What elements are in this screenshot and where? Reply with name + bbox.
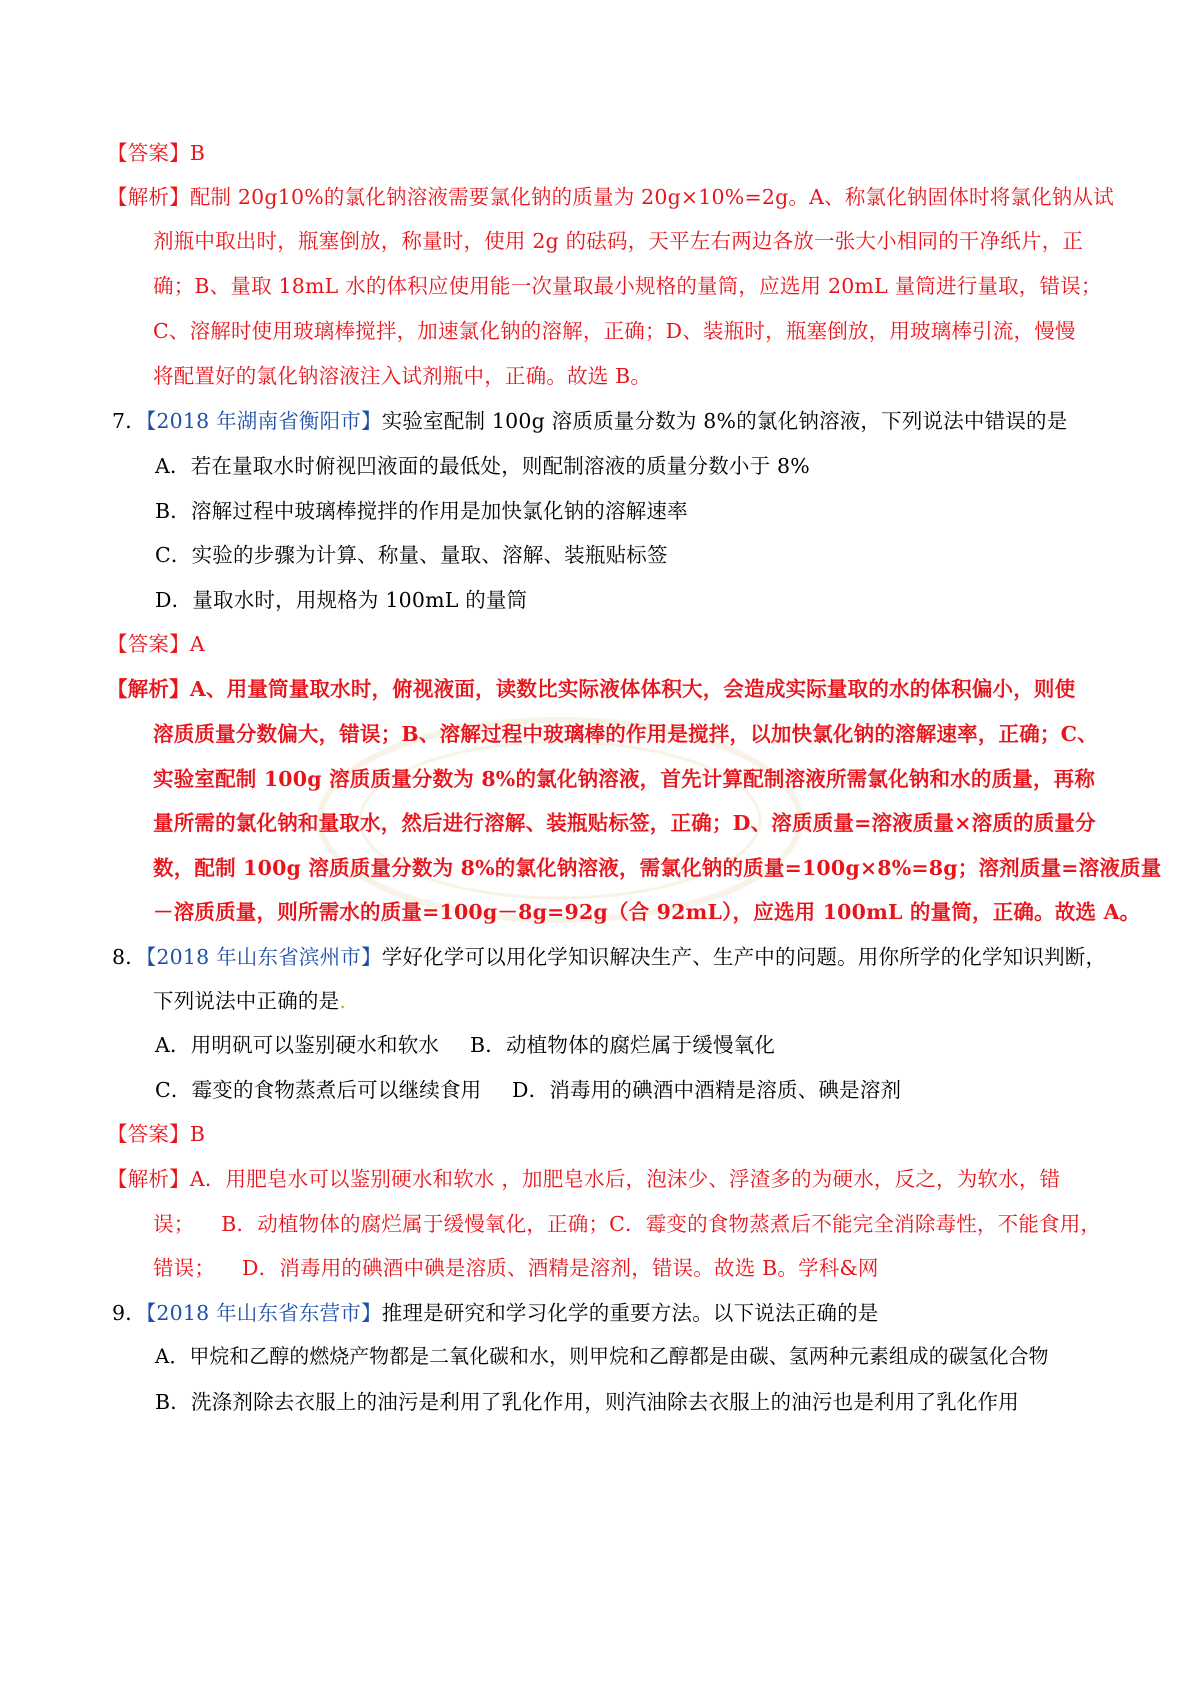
q6-answer [107,138,205,168]
question-source: 【2018 年湖南省衡阳市】 [145,409,382,433]
answer-label: 【答案】 [107,1122,190,1146]
answer-value: B [189,141,206,165]
q8-stem-line-1 [112,942,1106,972]
q9-stem [112,1298,879,1328]
q6-analysis-line-1 [107,182,1114,212]
q7-option-d: D．量取水时，用规格为 100mL 的量筒 [155,588,528,612]
q8-analysis-line-3: 错误； D．消毒用的碘酒中碘是溶质、酒精是溶剂，错误。故选 B。学科&网 [153,1256,879,1280]
answer-label: 【答案】 [107,141,190,165]
analysis-text: 配制 20g10%的氯化钠溶液需要氯化钠的质量为 20g×10%=2g。A、称氯化钠固体时将氯化钠从试 [189,185,1114,209]
q6-analysis-line-4: C、溶解时使用玻璃棒搅拌，加速氯化钠的溶解，正确；D、装瓶时，瓶塞倒放，用玻璃棒引流，慢慢 [153,319,1076,343]
q7-analysis-line-4: 量所需的氯化钠和量取水，然后进行溶解、装瓶贴标签，正确；D、溶质质量=溶液质量×溶质的质量分 [153,811,1096,835]
question-number: 7． [112,409,146,433]
q6-analysis-line-2: 剂瓶中取出时，瓶塞倒放，称量时，使用 2g 的砝码，天平左右两边各放一张大小相同的干净纸片，正 [153,229,1084,253]
question-stem: 推理是研究和学习化学的重要方法。以下说法正确的是 [381,1301,879,1325]
q7-analysis-line-6: －溶质质量，则所需水的质量=100g－8g=92g（合 92mL），应选用 100mL 的量筒，正确。故选 A。 [153,900,1141,924]
question-source: 【2018 年山东省滨州市】 [145,945,382,969]
question-stem-cont: 下列说法中正确的是 [153,989,340,1013]
q7-analysis-line-2: 溶质质量分数偏大，错误；B、溶解过程中玻璃棒的作用是搅拌，以加快氯化钠的溶解速率，正确；C、 [153,722,1098,746]
q8-option-c: C．霉变的食物蒸煮后可以继续食用 [155,1078,482,1102]
analysis-text: A．用肥皂水可以鉴别硬水和软水 ，加肥皂水后，泡沫少、浮渣多的为硬水，反之，为软水，错 [189,1167,1061,1191]
answer-value: A [189,632,205,656]
q7-stem [112,406,1067,436]
q8-answer [107,1119,205,1149]
question-source: 【2018 年山东省东营市】 [145,1301,382,1325]
q8-option-b: B．动植物体的腐烂属于缓慢氧化 [470,1033,776,1057]
q7-option-c: C．实验的步骤为计算、称量、量取、溶解、装瓶贴标签 [155,543,668,567]
answer-value: B [189,1122,206,1146]
question-stem: 学好化学可以用化学知识解决生产、生产中的问题。用你所学的化学知识判断， [381,945,1107,969]
q8-option-d: D．消毒用的碘酒中酒精是溶质、碘是溶剂 [512,1078,902,1102]
q9-option-a: A．甲烷和乙醇的燃烧产物都是二氧化碳和水，则甲烷和乙醇都是由碳、氢两种元素组成的碳氢化合物 [155,1345,1049,1368]
analysis-label: 【解析】 [107,185,190,209]
question-stem: 实验室配制 100g 溶质质量分数为 8%的氯化钠溶液，下列说法中错误的是 [381,409,1068,433]
q7-analysis-line-1 [107,674,1075,704]
q8-stem-line-2 [153,986,346,1016]
q8-analysis-line-1 [107,1164,1060,1194]
q7-option-a: A．若在量取水时俯视凹液面的最低处，则配制溶液的质量分数小于 8% [155,454,810,478]
q8-analysis-line-2: 误； B．动植物体的腐烂属于缓慢氧化，正确；C．霉变的食物蒸煮后不能完全消除毒性，不能食用， [153,1212,1102,1236]
analysis-label: 【解析】 [107,677,190,701]
q8-option-a: A．用明矾可以鉴别硬水和软水 [155,1033,440,1057]
analysis-text: A、用量筒量取水时，俯视液面，读数比实际液体体积大，会造成实际量取的水的体积偏小，则使 [189,677,1076,701]
stem-dot: . [339,989,347,1013]
q6-analysis-line-3: 确；B、量取 18mL 水的体积应使用能一次量取最小规格的量筒，应选用 20mL 量筒进行量取，错误； [153,274,1102,298]
question-number: 8． [112,945,146,969]
analysis-label: 【解析】 [107,1167,190,1191]
question-number: 9． [112,1301,146,1325]
q7-answer [107,629,205,659]
q7-analysis-line-3: 实验室配制 100g 溶质质量分数为 8%的氯化钠溶液，首先计算配制溶液所需氯化钠和水的质量，再称 [153,767,1096,791]
q9-option-b: B．洗涤剂除去衣服上的油污是利用了乳化作用，则汽油除去衣服上的油污也是利用了乳化作用 [155,1390,1019,1414]
answer-label: 【答案】 [107,632,190,656]
q6-analysis-line-5: 将配置好的氯化钠溶液注入试剂瓶中，正确。故选 B。 [153,364,652,388]
q7-analysis-line-5: 数，配制 100g 溶质质量分数为 8%的氯化钠溶液，需氯化钠的质量=100g×8%=8g；溶剂质量=溶液质量 [153,856,1162,880]
q7-option-b: B．溶解过程中玻璃棒搅拌的作用是加快氯化钠的溶解速率 [155,499,688,523]
